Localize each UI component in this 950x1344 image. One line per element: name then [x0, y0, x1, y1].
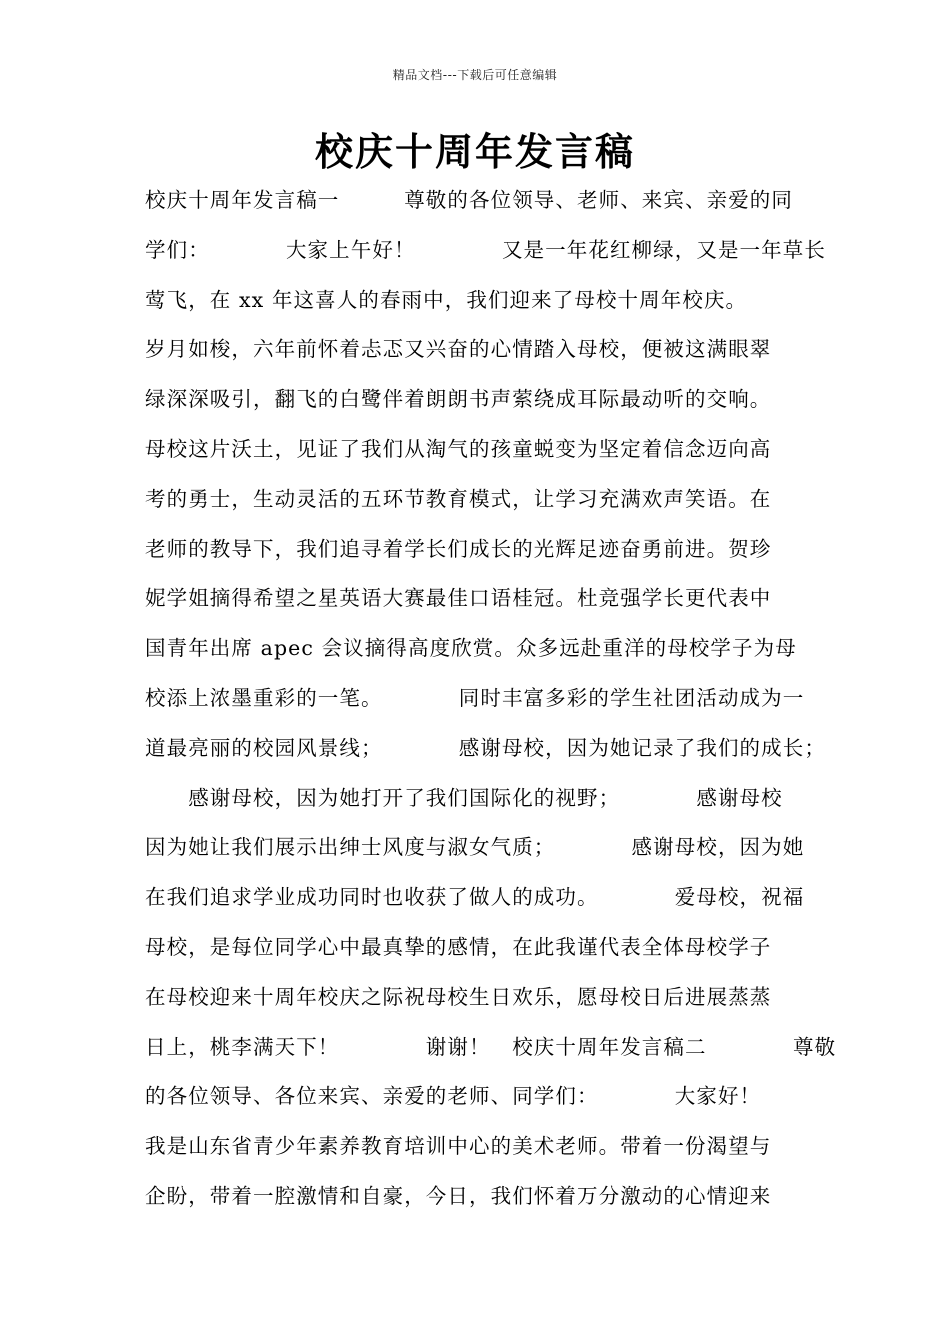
- text-line: 校庆十周年发言稿一 尊敬的各位领导、老师、来宾、亲爱的同: [145, 188, 793, 212]
- page-title: 校庆十周年发言稿: [314, 129, 635, 174]
- text-line: 母校，是每位同学心中最真挚的感情，在此我谨代表全体母校学子: [145, 934, 772, 959]
- text-line: 岁月如梭，六年前怀着忐忑又兴奋的心情踏入母校，便被这满眼翠: [145, 337, 772, 362]
- header-note: 精品文档---下载后可任意编辑: [392, 68, 558, 82]
- text-line: 莺飞，在 xx 年这喜人的春雨中，我们迎来了母校十周年校庆。: [145, 287, 748, 312]
- text-line: 考的勇士，生动灵活的五环节教育模式，让学习充满欢声笑语。在: [145, 486, 772, 511]
- body-text: [145, 176, 845, 1222]
- text-line: 我是山东省青少年素养教育培训中心的美术老师。带着一份渴望与: [145, 1134, 772, 1159]
- text-line: 因为她让我们展示出绅士风度与淑女气质； 感谢母校，因为她: [145, 835, 805, 860]
- text-line: 学们： 大家上午好！ 又是一年花红柳绿，又是一年草长: [145, 237, 826, 262]
- text-line: 感谢母校，因为她打开了我们国际化的视野； 感谢母校: [145, 785, 783, 810]
- text-line: 母校这片沃土，见证了我们从淘气的孩童蜕变为坚定着信念迈向高: [145, 436, 772, 461]
- text-line: 校添上浓墨重彩的一笔。 同时丰富多彩的学生社团活动成为一: [145, 685, 805, 710]
- text-line: 国青年出席 apec 会议摘得高度欣赏。众多远赴重洋的母校学子为母: [145, 636, 797, 661]
- text-line: 绿深深吸引，翻飞的白鹭伴着朗朗书声萦绕成耳际最动听的交响。: [145, 387, 772, 412]
- text-line: 在我们追求学业成功同时也收获了做人的成功。 爱母校，祝福: [145, 885, 805, 910]
- text-line: 日上，桃李满天下！ 谢谢！ 校庆十周年发言稿二 尊敬: [145, 1034, 837, 1059]
- text-line: 老师的教导下，我们追寻着学长们成长的光辉足迹奋勇前进。贺珍: [145, 536, 772, 561]
- text-line: 道最亮丽的校园风景线； 感谢母校，因为她记录了我们的成长；: [145, 735, 826, 760]
- text-line: 妮学姐摘得希望之星英语大赛最佳口语桂冠。杜竞强学长更代表中: [145, 586, 772, 611]
- text-line: 在母校迎来十周年校庆之际祝母校生日欢乐，愿母校日后进展蒸蒸: [145, 984, 772, 1009]
- text-line: 的各位领导、各位来宾、亲爱的老师、同学们： 大家好！: [145, 1084, 762, 1109]
- text-line: 企盼，带着一腔激情和自豪，今日，我们怀着万分激动的心情迎来: [145, 1183, 772, 1208]
